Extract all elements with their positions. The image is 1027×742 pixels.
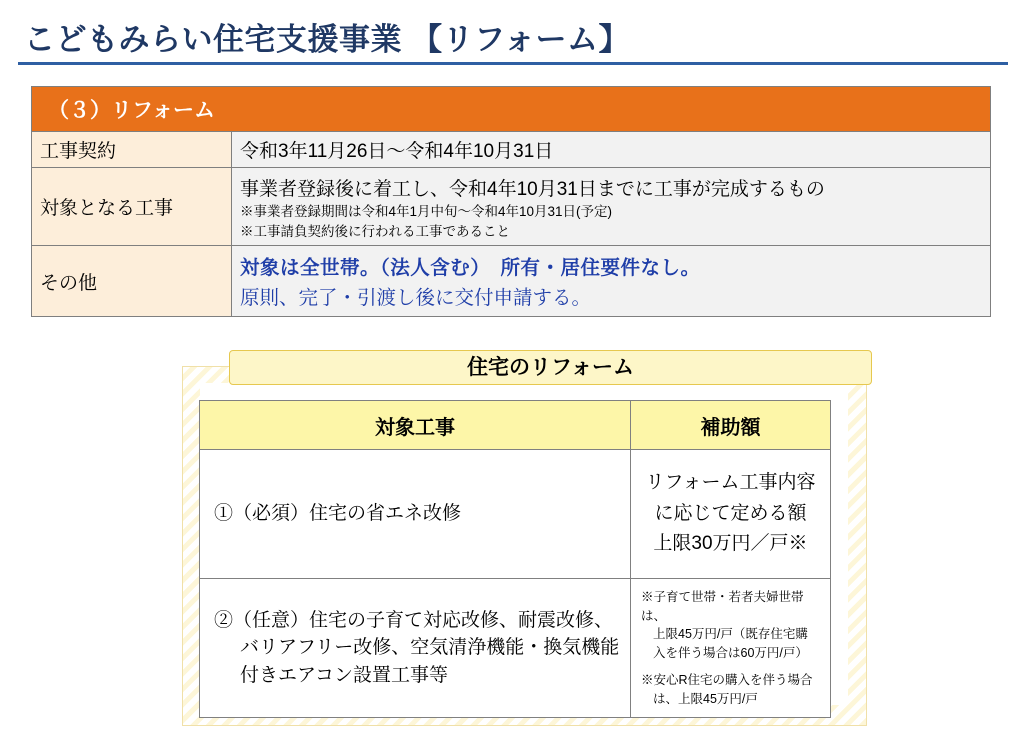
amount-line-1: リフォーム工事内容 [645,472,816,494]
detail-work-2-line-1: ②（任意）住宅の子育て対応改修、耐震改修、 [214,609,614,631]
detail-work-2-line-3: 付きエアコン設置工事等 [240,664,449,686]
other-sub-line: 原則、完了・引渡し後に交付申請する。 [240,287,592,310]
title-divider [18,62,1008,65]
reform-summary-table [31,86,991,317]
diagram-title-banner: 住宅のリフォーム [229,350,872,385]
amount-note-2-head: ※安心R住宅の購入を伴う場合 [641,672,813,687]
detail-row-2 [200,579,831,718]
detail-header-work: 対象工事 [200,401,631,450]
target-work-note-1: ※事業者登録期間は令和4年1月中旬～令和4年10月31日(予定) [240,204,613,219]
table-header-cell: （３）リフォーム [32,87,991,132]
amount-note-1-body-1: 上限45万円/戸（既存住宅購 [653,627,808,642]
row-label-other: その他 [32,246,232,317]
detail-work-2-line-2: バリアフリー改修、空気清浄機能・換気機能 [240,637,620,659]
target-work-note-2: ※工事請負契約後に行われる工事であること [240,223,510,239]
row-value-target-work [232,168,991,246]
detail-header-row [200,401,831,450]
detail-row-1 [200,450,831,579]
table-row [32,132,991,168]
amount-note-1 [641,588,822,663]
amount-line-2: に応じて定める額 [654,502,807,524]
table-header-row [32,87,991,132]
row-value-contract: 令和3年11月26日～令和4年10月31日 [232,132,991,168]
table-row [32,168,991,246]
amount-note-2 [641,671,822,709]
row-label-target-work: 対象となる工事 [32,168,232,246]
detail-amount-main [631,450,831,579]
table-row [32,246,991,317]
row-value-other [232,246,991,317]
row-label-contract: 工事契約 [32,132,232,168]
detail-work-1: ①（必須）住宅の省エネ改修 [200,450,631,579]
detail-amount-notes [631,579,831,718]
amount-note-1-body-2: 入を伴う場合は60万円/戸） [653,646,808,660]
target-work-main: 事業者登録後に着工し、令和4年10月31日までに工事が完成するもの [240,179,825,200]
amount-line-3: 上限30万円／戸※ [653,533,808,555]
detail-work-2 [200,579,631,718]
reform-detail-table [199,400,831,718]
amount-note-1-head: ※子育て世帯・若者夫婦世帯は、 [641,589,804,623]
other-bold-line: 対象は全世帯。（法人含む） 所有・居住要件なし。 [240,257,701,280]
amount-note-2-body-1: は、上限45万円/戸 [653,691,758,706]
detail-header-amount: 補助額 [631,401,831,450]
page-title: こどもみらい住宅支援事業 【リフォーム】 [24,22,631,57]
